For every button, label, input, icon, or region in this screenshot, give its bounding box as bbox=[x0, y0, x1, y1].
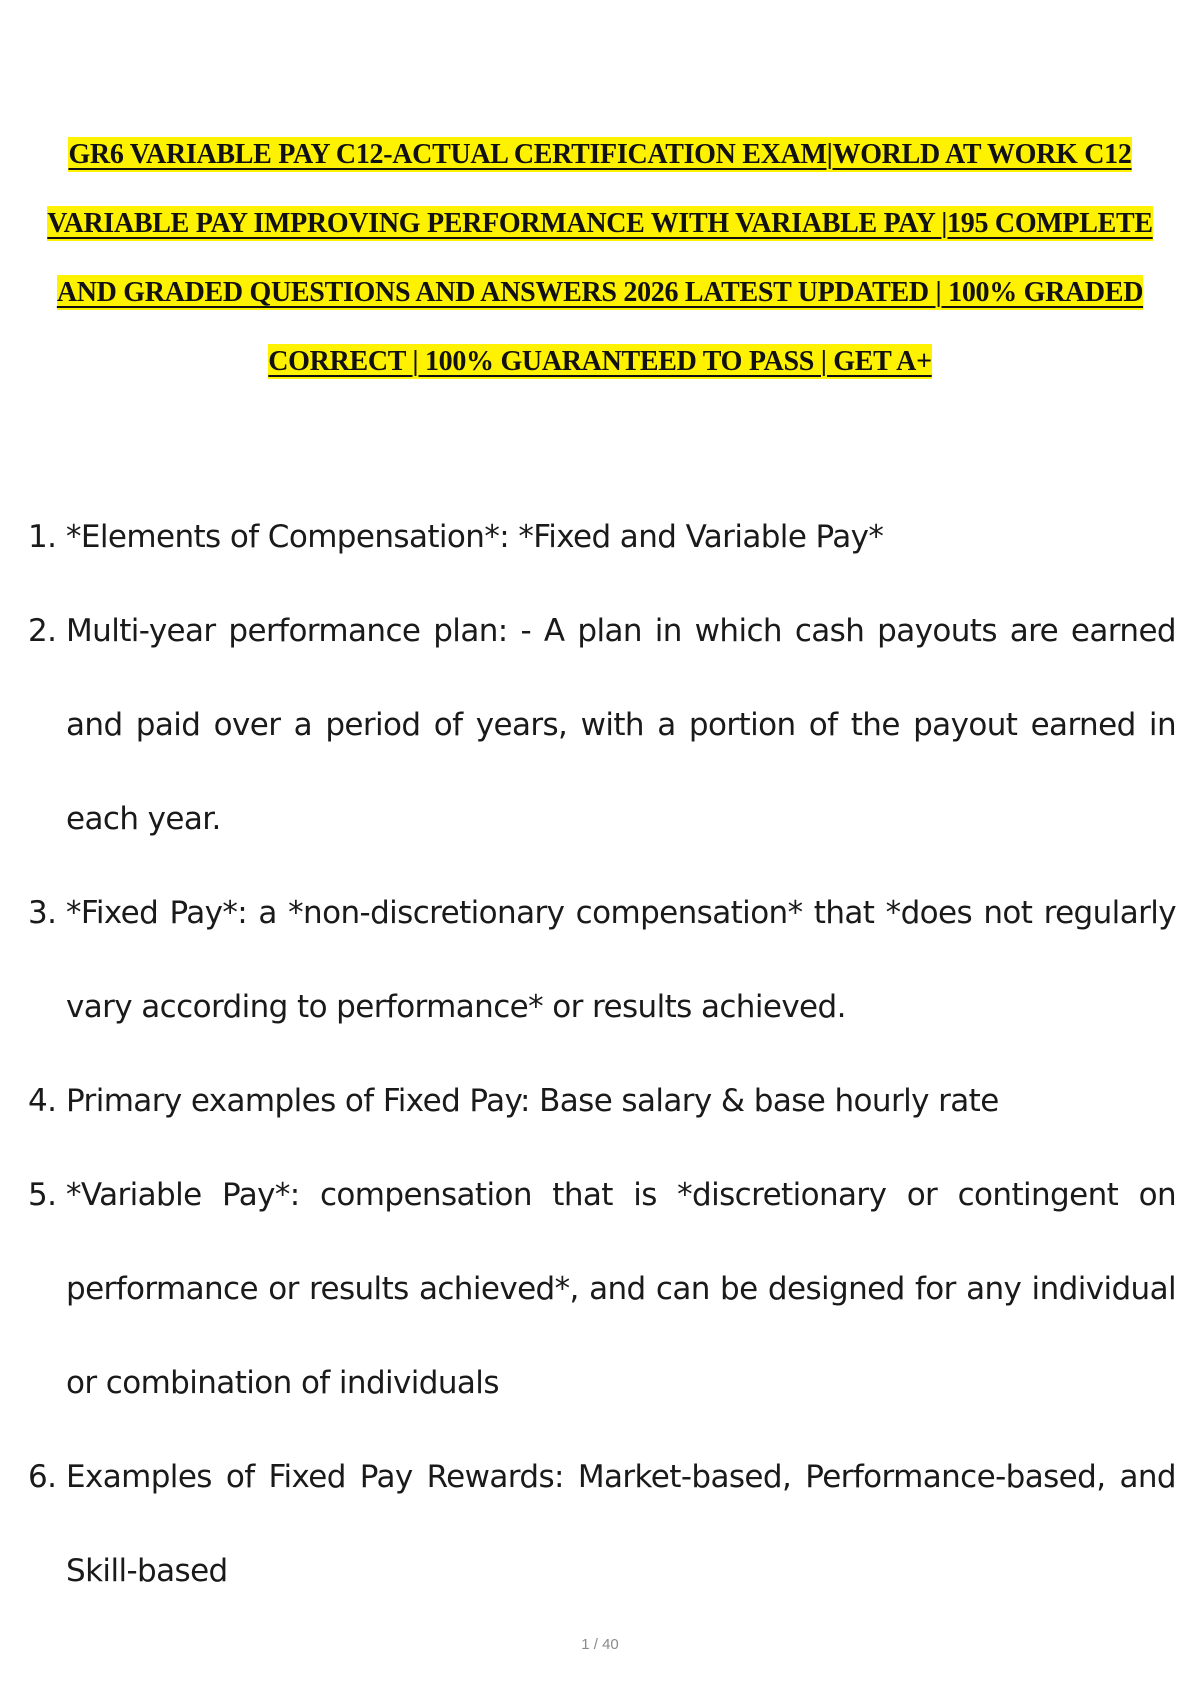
item-number: 2. bbox=[28, 613, 57, 649]
item-text: *Fixed Pay*: a *non-discretionary compensation* that *does not regularly vary according to performance* or results achieved. bbox=[66, 895, 1176, 1025]
list-item bbox=[28, 1430, 1176, 1618]
title-line: VARIABLE PAY IMPROVING PERFORMANCE WITH VARIABLE PAY |195 COMPLETE bbox=[47, 208, 1153, 239]
question-list bbox=[28, 490, 1176, 1618]
item-text: Examples of Fixed Pay Rewards: Market-based, Performance-based, and Skill-based bbox=[66, 1459, 1176, 1589]
page-indicator: 1 / 40 bbox=[581, 1636, 619, 1653]
item-number: 4. bbox=[28, 1083, 57, 1119]
list-item bbox=[28, 490, 1176, 584]
list-item bbox=[28, 1054, 1176, 1148]
item-text: *Variable Pay*: compensation that is *discretionary or contingent on performance or results achieved*, and can be designed for any individual or combination of individuals bbox=[66, 1177, 1176, 1401]
item-text: Primary examples of Fixed Pay: Base salary & base hourly rate bbox=[66, 1083, 999, 1119]
item-text: *Elements of Compensation*: *Fixed and Variable Pay* bbox=[66, 519, 884, 555]
item-number: 1. bbox=[28, 519, 57, 555]
title-line: CORRECT | 100% GUARANTEED TO PASS | GET A+ bbox=[268, 346, 932, 377]
title-line: GR6 VARIABLE PAY C12-ACTUAL CERTIFICATION EXAM|WORLD AT WORK C12 bbox=[68, 139, 1132, 170]
document-title bbox=[40, 120, 1160, 396]
item-number: 6. bbox=[28, 1459, 57, 1495]
title-line: AND GRADED QUESTIONS AND ANSWERS 2026 LATEST UPDATED | 100% GRADED bbox=[56, 277, 1144, 308]
list-item bbox=[28, 584, 1176, 866]
item-text: Multi-year performance plan: - A plan in which cash payouts are earned and paid over a period of years, with a portion of the payout earned in each year. bbox=[66, 613, 1176, 837]
list-item bbox=[28, 1148, 1176, 1430]
list-item bbox=[28, 866, 1176, 1054]
item-number: 3. bbox=[28, 895, 57, 931]
item-number: 5. bbox=[28, 1177, 57, 1213]
